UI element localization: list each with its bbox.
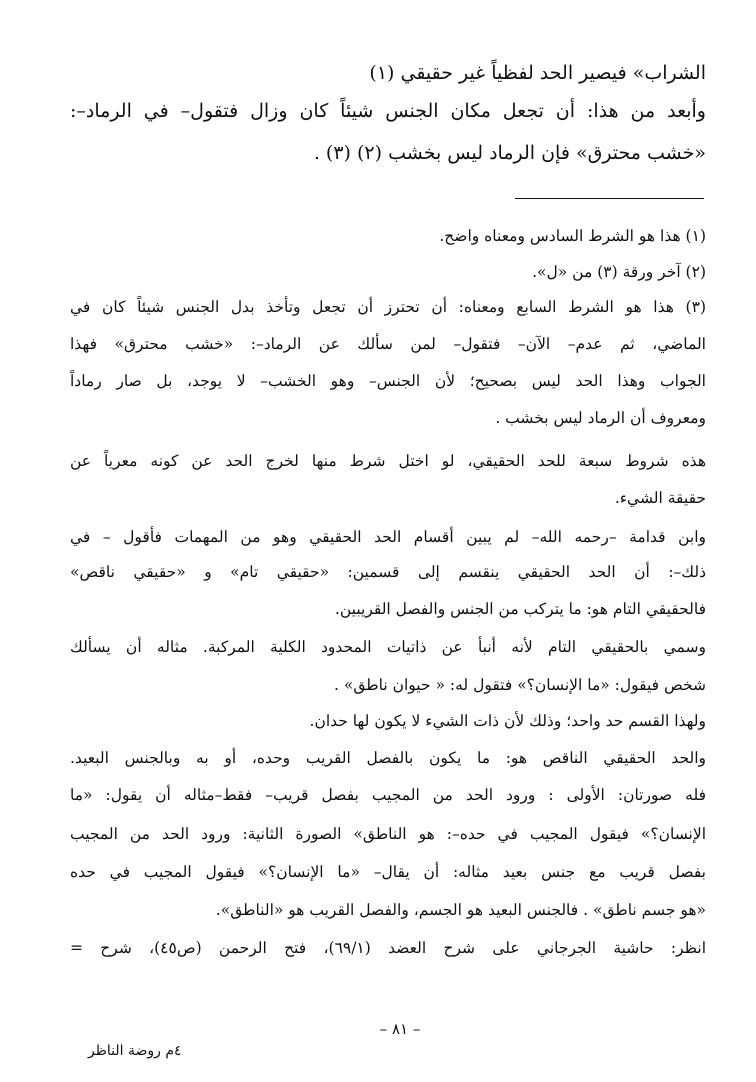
book-signature: [88, 1043, 208, 1059]
main-text-line-1: الشراب» فيصير الحد لفظياً غير حقيقي (١): [369, 62, 706, 84]
signature-mark: م: [165, 1043, 175, 1059]
footnote-3-line-7: وابن قدامة –رحمه الله– لم يبين أقسام الحد الحقيقي وهو من المهمات فأقول – في: [70, 528, 706, 546]
footnote-3-line-17: «هو جسم ناطق» . فالجنس البعيد هو الجسم، والفصل القريب هو «الناطق».: [215, 901, 706, 919]
footnote-3-line-8: ذلك–: أن الحد الحقيقي ينقسم إلى قسمين: «حقيقي تام» و «حقيقي ناقص»: [70, 563, 706, 581]
main-text-line-2: وأبعد من هذا: أن تجعل مكان الجنس شيئاً كان وزال فتقول– في الرماد–:: [70, 100, 706, 122]
footnote-2: (٢) آخر ورقة (٣) من «ل».: [532, 263, 706, 281]
footnote-3-line-16: بفصل قريب مع جنس بعيد مثاله: أن يقال– «ما الإنسان؟» فيقول المجيب في حده: [70, 863, 706, 881]
footnote-3-line-12: ولهذا القسم حد واحد؛ وذلك لأن ذات الشيء لا يكون لها حدان.: [309, 712, 706, 730]
footnote-3-line-9: فالحقيقي التام هو: ما يتركب من الجنس والفصل القريبين.: [334, 600, 706, 618]
footnote-3-line-13: والحد الحقيقي الناقص هو: ما يكون بالفصل القريب وحده، أو به وبالجنس البعيد.: [70, 749, 706, 767]
footnote-3-line-18: انظر: حاشية الجرجاني على شرح العضد (٦٩/١)، فتح الرحمن (ص٤٥)، شرح =: [70, 939, 706, 957]
footnote-3-line-14: فله صورتان: الأولى : ورود الحد من المجيب بفصل قريب– فقط–مثاله أن يقول: «ما: [70, 786, 706, 804]
footnote-3-line-15: الإنسان؟» فيقول المجيب في حده–: هو الناطق» الصورة الثانية: ورود الحد من المجيب: [70, 825, 706, 843]
footnote-separator: [515, 198, 704, 199]
footnote-3-line-4: ومعروف أن الرماد ليس بخشب .: [495, 409, 706, 427]
footnote-3-line-1: (٣) هذا هو الشرط السابع ومعناه: أن تحترز أن تجعل وتأخذ بدل الجنس شيئاً كان في: [70, 298, 706, 316]
signature-number: ٤: [174, 1043, 182, 1059]
signature-title: روضة الناظر: [88, 1043, 161, 1059]
page-number: – ٨١ –: [379, 1020, 421, 1038]
main-text-line-3: «خشب محترق» فإن الرماد ليس بخشب (٢) (٣) .: [313, 142, 706, 164]
footnote-3-line-3: الجواب وهذا الحد ليس بصحيح؛ لأن الجنس– وهو الخشب– لا يوجد، بل صار رماداً: [70, 372, 706, 390]
footnote-3-line-2: الماضي، ثم عدم– الآن– فتقول– لمن سألك عن الرماد–: «خشب محترق» فهذا: [70, 335, 706, 353]
footnote-3-line-11: شخص فيقول: «ما الإنسان؟» فتقول له: « حيوان ناطق» .: [334, 676, 706, 694]
footnote-3-line-10: وسمي بالحقيقي التام لأنه أنبأ عن ذاتيات المحدود الكلية المركبة. مثاله أن يسألك: [70, 638, 706, 656]
footnote-3-line-6: حقيقة الشيء.: [614, 489, 706, 507]
footnote-1: (١) هذا هو الشرط السادس ومعناه واضح.: [439, 227, 706, 245]
footnote-3-line-5: هذه شروط سبعة للحد الحقيقي، لو اختل شرط منها لخرج الحد عن كونه معرياً عن: [70, 452, 706, 470]
